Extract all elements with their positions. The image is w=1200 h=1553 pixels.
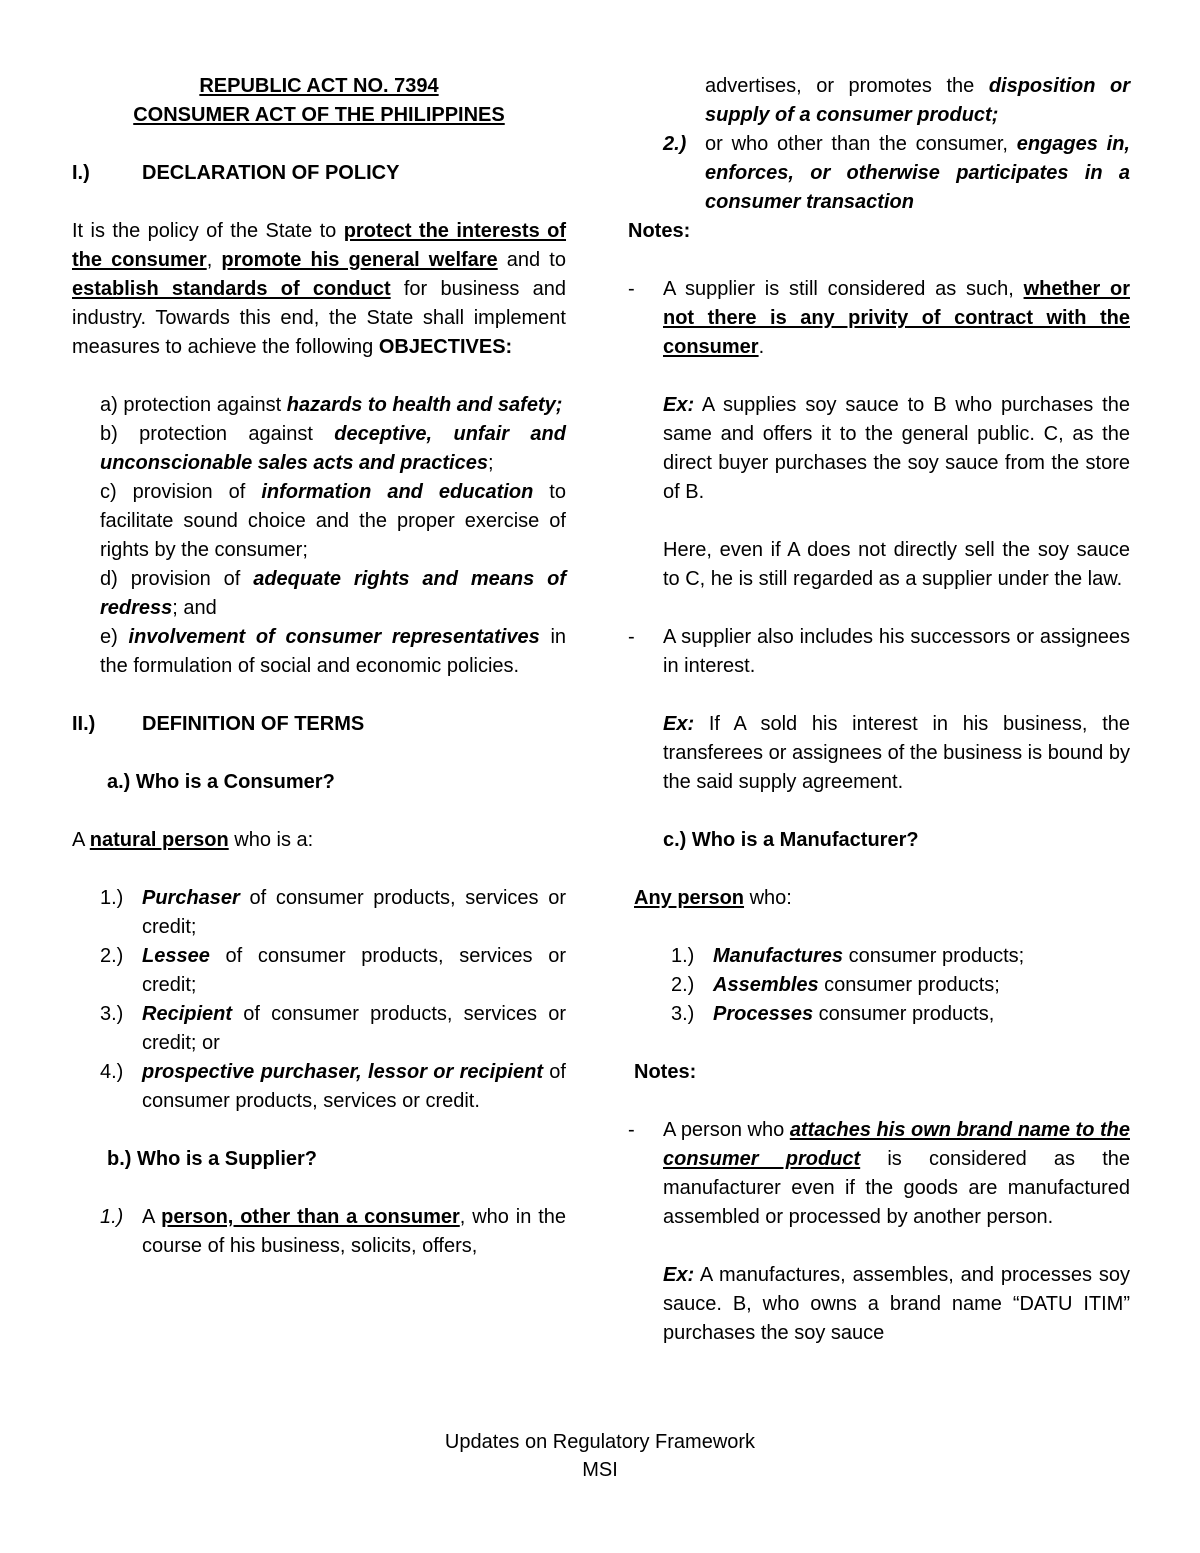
supplier-heading: b.) Who is a Supplier? [107, 1148, 317, 1170]
note-item: - A supplier also includes his successors or assignees in interest. [628, 626, 1130, 677]
left-column [72, 72, 566, 1261]
page-footer [0, 1428, 1200, 1484]
manufacturer-intro: Any person who: [634, 887, 792, 909]
list-item: 3.) Recipient of consumer products, services or credit; or [100, 1003, 566, 1054]
policy-paragraph: It is the policy of the State to protect the interests of the consumer, promote his general welfare and to establish standards of conduct for business and industry. Towards this end, the State shall implement measures to achieve the following OBJECTIVES: [72, 220, 567, 358]
explanation-paragraph: Here, even if A does not directly sell the soy sauce to C, he is still regarded as a supplier under the law. [663, 539, 1130, 590]
example-paragraph: Ex: A supplies soy sauce to B who purchases the same and offers it to the general public. C, as the direct buyer purchases the soy sauce from the store of B. [663, 394, 1130, 503]
notes-label: Notes: [628, 220, 691, 242]
list-item: 2.) Assembles consumer products; [671, 974, 1000, 996]
list-item: b) protection against deceptive, unfair and unconscionable sales acts and practices; [100, 423, 566, 474]
list-item: 2.) Lessee of consumer products, services or credit; [100, 945, 566, 996]
example-paragraph: Ex: If A sold his interest in his business, the transferees or assignees of the business is bound by the said supply agreement. [663, 713, 1130, 793]
section-heading-declaration [72, 159, 566, 188]
list-item: 1.) Purchaser of consumer products, services or credit; [100, 887, 566, 938]
note-item: - A person who attaches his own brand name to the consumer product is considered as the manufacturer even if the goods are manufactured assembled or processed by another person. [628, 1119, 1131, 1228]
notes-label: Notes: [634, 1061, 697, 1083]
list-item: 3.) Processes consumer products, [671, 1003, 995, 1025]
section-number: II.) [72, 713, 96, 735]
list-item: d) provision of adequate rights and means of redress; and [100, 568, 567, 619]
consumer-heading: a.) Who is a Consumer? [107, 771, 335, 793]
consumer-list [72, 884, 566, 1116]
list-item: e) involvement of consumer representatives in the formulation of social and economic policies. [100, 626, 567, 677]
section-number: I.) [72, 162, 90, 184]
list-item: 4.) prospective purchaser, lessor or recipient of consumer products, services or credit. [100, 1061, 566, 1112]
consumer-intro: A natural person who is a: [72, 829, 314, 851]
list-item: 2.) or who other than the consumer, engages in, enforces, or otherwise participates in a consumer transaction [663, 133, 1130, 213]
footer-subtitle: MSI [582, 1459, 618, 1481]
list-item: 1.) Manufactures consumer products; [671, 945, 1025, 967]
list-item: a) protection against hazards to health and safety; [100, 394, 563, 416]
document-title: REPUBLIC ACT NO. 7394 [199, 75, 439, 97]
note-item: - A supplier is still considered as such, whether or not there is any privity of contract with the consumer. [628, 278, 1130, 358]
list-item: c) provision of information and education to facilitate sound choice and the proper exercise of rights by the consumer; [100, 481, 566, 561]
list-item: 1.) A person, other than a consumer, who in the course of his business, solicits, offers, [100, 1206, 566, 1257]
section-title: DEFINITION OF TERMS [142, 713, 365, 735]
objectives-list [72, 391, 566, 681]
list-item: advertises, or promotes the disposition or supply of a consumer product; [705, 75, 1131, 126]
supplier-list [72, 1203, 566, 1261]
manufacturer-list [628, 942, 1130, 1029]
right-column [628, 72, 1130, 1348]
footer-title: Updates on Regulatory Framework [444, 1431, 756, 1453]
section-title: DECLARATION OF POLICY [142, 162, 400, 184]
manufacturer-heading: c.) Who is a Manufacturer? [663, 829, 919, 851]
document-subtitle: CONSUMER ACT OF THE PHILIPPINES [133, 104, 505, 126]
section-heading-definitions [72, 710, 566, 739]
example-paragraph: Ex: A manufactures, assembles, and processes soy sauce. B, who owns a brand name “DATU ITIM” purchases the soy sauce [663, 1264, 1130, 1344]
